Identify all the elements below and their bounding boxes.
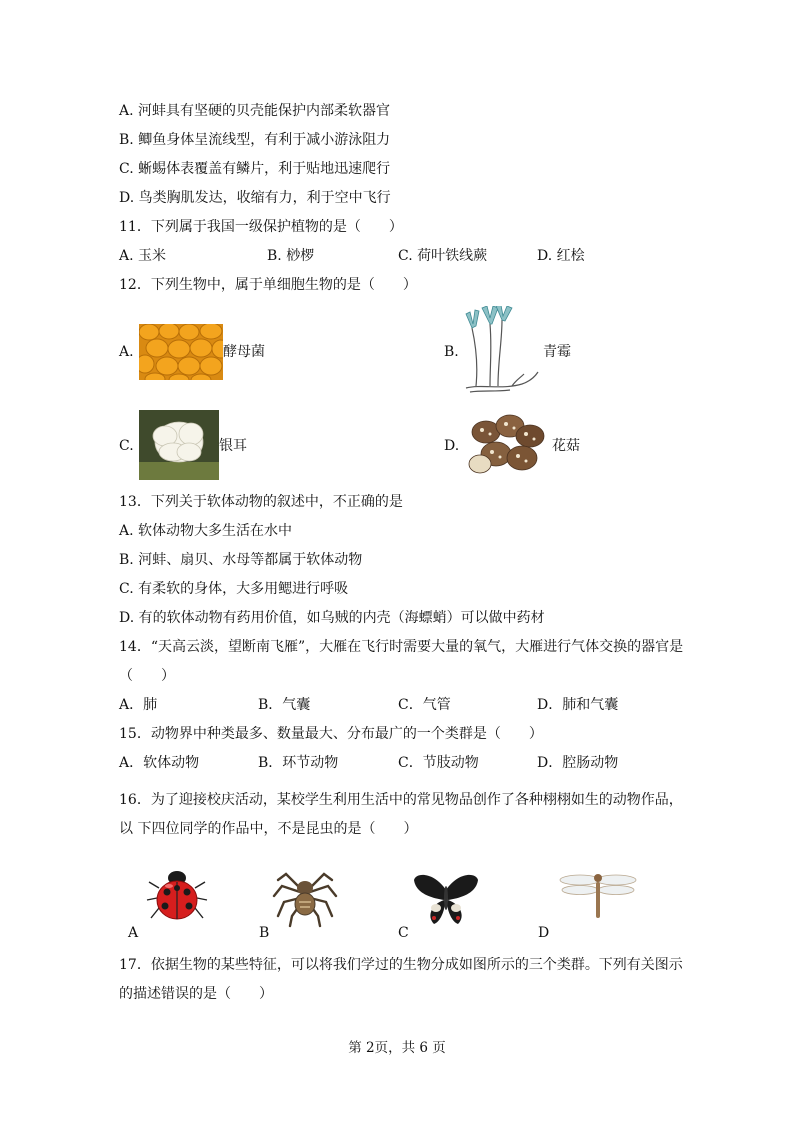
q14-option-b: B．气囊 xyxy=(258,697,311,713)
q10-option-d: D. 鸟类胸肌发达，收缩有力，利于空中飞行 xyxy=(119,190,391,206)
q16-label-b: B xyxy=(259,925,270,941)
tremella-image xyxy=(139,410,219,480)
q10-option-b: B. 鲫鱼身体呈流线型，有利于减小游泳阻力 xyxy=(119,132,391,148)
q12-letter-b: B. xyxy=(444,344,459,360)
q12-name-b: 青霉 xyxy=(543,344,571,360)
q16-label-d: D xyxy=(538,925,550,941)
shiitake-image xyxy=(466,412,548,478)
q12-letter-d: D. xyxy=(444,438,460,454)
q11-option-b: B. 桫椤 xyxy=(267,248,315,264)
q15-option-d: D．腔肠动物 xyxy=(537,755,619,771)
q16-label-c: C xyxy=(398,925,409,941)
q13-stem: 13．下列关于软体动物的叙述中，不正确的是 xyxy=(119,494,403,510)
q14-option-d: D．肺和气囊 xyxy=(537,697,619,713)
q13-option-c: C. 有柔软的身体，大多用鳃进行呼吸 xyxy=(119,581,349,597)
q12-stem: 12．下列生物中，属于单细胞生物的是（ ） xyxy=(119,277,417,293)
q13-option-a: A. 软体动物大多生活在水中 xyxy=(119,523,293,539)
q10-option-a: A. 河蚌具有坚硬的贝壳能保护内部柔软器官 xyxy=(119,103,391,119)
q15-stem: 15．动物界中种类最多、数量最大、分布最广的一个类群是（ ） xyxy=(119,726,543,742)
q15-option-a: A．软体动物 xyxy=(119,755,200,771)
yeast-image xyxy=(139,324,223,380)
q11-option-d: D. 红桧 xyxy=(537,248,585,264)
q14-stem-line2: （ ） xyxy=(119,668,175,684)
q13-option-b: B. 河蚌、扇贝、水母等都属于软体动物 xyxy=(119,552,363,568)
q14-option-a: A．肺 xyxy=(119,697,158,713)
q11-stem: 11．下列属于我国一级保护植物的是（ ） xyxy=(119,219,403,235)
q12-name-c: 银耳 xyxy=(219,438,247,454)
dragonfly-image xyxy=(558,870,638,920)
penicillium-image xyxy=(462,306,540,394)
q12-name-a: 酵母菌 xyxy=(223,344,265,360)
q17-stem-line2: 的描述错误的是（ ） xyxy=(119,986,273,1002)
q12-letter-a: A. xyxy=(119,344,134,360)
q14-option-c: C．气管 xyxy=(398,697,451,713)
q17-stem-line1: 17．依据生物的某些特征，可以将我们学过的生物分成如图所示的三个类群。下列有关图示 xyxy=(119,957,683,973)
spider-image xyxy=(272,862,338,928)
butterfly-image xyxy=(412,870,480,928)
ladybug-image xyxy=(145,868,209,924)
q16-label-a: A xyxy=(128,925,139,941)
q15-option-c: C．节肢动物 xyxy=(398,755,479,771)
page-footer: 第 2页，共 6 页 xyxy=(348,1040,446,1056)
q16-stem-line2: 以 下四位同学的作品中，不是昆虫的是（ ） xyxy=(119,821,418,837)
q14-stem-line1: 14．“天高云淡，望断南飞雁”，大雁在飞行时需要大量的氧气，大雁进行气体交换的器官是 xyxy=(119,639,684,655)
q12-name-d: 花菇 xyxy=(552,438,580,454)
q12-letter-c: C. xyxy=(119,438,134,454)
q11-option-a: A. 玉米 xyxy=(119,248,167,264)
q11-option-c: C. 荷叶铁线蕨 xyxy=(398,248,488,264)
q10-option-c: C. 蜥蜴体表覆盖有鳞片，利于贴地迅速爬行 xyxy=(119,161,391,177)
q13-option-d: D. 有的软体动物有药用价值，如乌贼的内壳（海螵蛸）可以做中药材 xyxy=(119,610,545,626)
q16-stem-line1: 16．为了迎接校庆活动，某校学生利用生活中的常见物品创作了各种栩栩如生的动物作品， xyxy=(119,792,683,808)
q15-option-b: B．环节动物 xyxy=(258,755,339,771)
